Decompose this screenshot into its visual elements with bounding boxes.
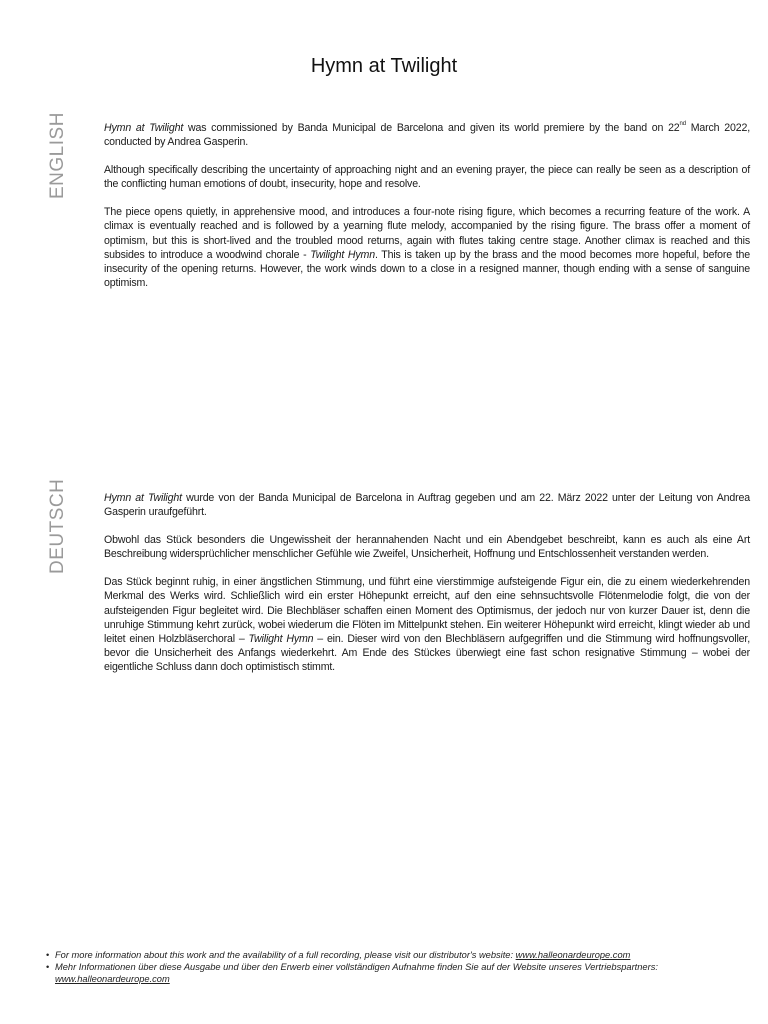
section-label-english: ENGLISH xyxy=(47,112,68,199)
footer-notes xyxy=(46,949,726,985)
english-paragraph-1 xyxy=(104,121,750,149)
bullet-icon: • xyxy=(46,962,50,972)
work-title: Hymn at Twilight xyxy=(104,122,184,134)
text: Das Stück beginnt ruhig, in einer ängstlichen Stimmung, und führt eine vierstimmige aufsteigende Figur ein, die zu einem wiederkehrenden Merkmal des Werks wird. Schließlich wird ein erster Höhepunkt erreicht, auf den eine sehnsuchtsvolle Flötenmelodie folgt, die von der aufsteigenden Figur begleitet wird. Die Blechbläser schaffen einen Moment des Optimismus, der jedoch nur von kurzer Dauer ist, denn die unruhige Stimmung kehrt zurück, wobei wiederum die Flöten im Mittelpunkt stehen. Ein weiterer Höhepunkt wird erreicht, klingt wieder ab und leitet einen Holzbläserchoral – xyxy=(104,576,750,645)
text: . This is taken up by the brass and the mood becomes more hopeful, before the insecurity of the opening returns. However, the work winds down to a close in a resigned manner, though ending with a sense of sanguine optimism. xyxy=(104,248,750,289)
deutsch-paragraph-1 xyxy=(104,491,750,519)
text: The piece opens quietly, in apprehensive mood, and introduces a four-note rising figure, which becomes a recurring feature of the work. A climax is eventually reached and is followed by a yearning flute melody, accompanied by the rising figure. The brass offer a moment of optimism, but this is short-lived and the troubled mood returns, again with flutes taking centre stage. Another climax is reached and this subsides to introduce a woodwind chorale - xyxy=(104,206,750,261)
chorale-title: Twilight Hymn xyxy=(310,248,375,261)
text: – ein. Dieser wird von den Blechbläsern aufgegriffen und die Stimmung wird hoffnungsvoller, bevor die Unsicherheit des Anfangs wiederkehrt. Am Ende des Stückes überwiegt eine fast schon resignative Stimmung – wobei der eigentliche Schluss dann doch optimistisch stimmt. xyxy=(104,632,750,673)
text: Mehr Informationen über diese Ausgabe und über den Erwerb einer vollständigen Aufnahme finden Sie auf der Website unseres Vertriebspartners: xyxy=(55,962,658,972)
section-label-deutsch: DEUTSCH xyxy=(47,478,68,574)
english-paragraph-3 xyxy=(104,205,750,290)
ordinal-suffix: nd xyxy=(679,121,686,127)
deutsch-paragraph-3 xyxy=(104,575,750,674)
distributor-link[interactable]: www.halleonardeurope.com xyxy=(55,974,170,984)
distributor-link[interactable]: www.halleonardeurope.com xyxy=(515,950,631,960)
english-section xyxy=(104,121,750,304)
deutsch-paragraph-2: Obwohl das Stück besonders die Ungewissheit der herannahenden Nacht und ein Abendgebet beschreibt, kann es auch als eine Art Beschreibung widersprüchlicher menschlicher Gefühle wie Zweifel, Unsicherheit, Hoffnung und Entschlossenheit verstanden werden. xyxy=(104,534,750,561)
deutsch-section xyxy=(104,491,750,688)
footer-note-deutsch xyxy=(46,961,726,985)
text: For more information about this work and the availability of a full recording, please visit our distributor's website: xyxy=(55,950,516,960)
text: was commissioned by Banda Municipal de Barcelona and given its world premiere by the band on 22 xyxy=(183,122,680,134)
work-title: Hymn at Twilight xyxy=(104,492,182,504)
chorale-title: Twilight Hymn xyxy=(248,632,314,645)
page-title: Hymn at Twilight xyxy=(310,55,458,77)
footer-note-english xyxy=(46,949,726,961)
text: wurde von der Banda Municipal de Barcelona in Auftrag gegeben und am 22. März 2022 unter der Leitung von Andrea Gasperin uraufgeführt. xyxy=(104,492,750,519)
english-paragraph-2: Although specifically describing the uncertainty of approaching night and an evening prayer, the piece can really be seen as a description of the conflicting human emotions of doubt, insecurity, hope and resolve. xyxy=(104,164,750,191)
text: March 2022, conducted by Andrea Gasperin. xyxy=(104,122,750,149)
bullet-icon: • xyxy=(46,950,50,960)
